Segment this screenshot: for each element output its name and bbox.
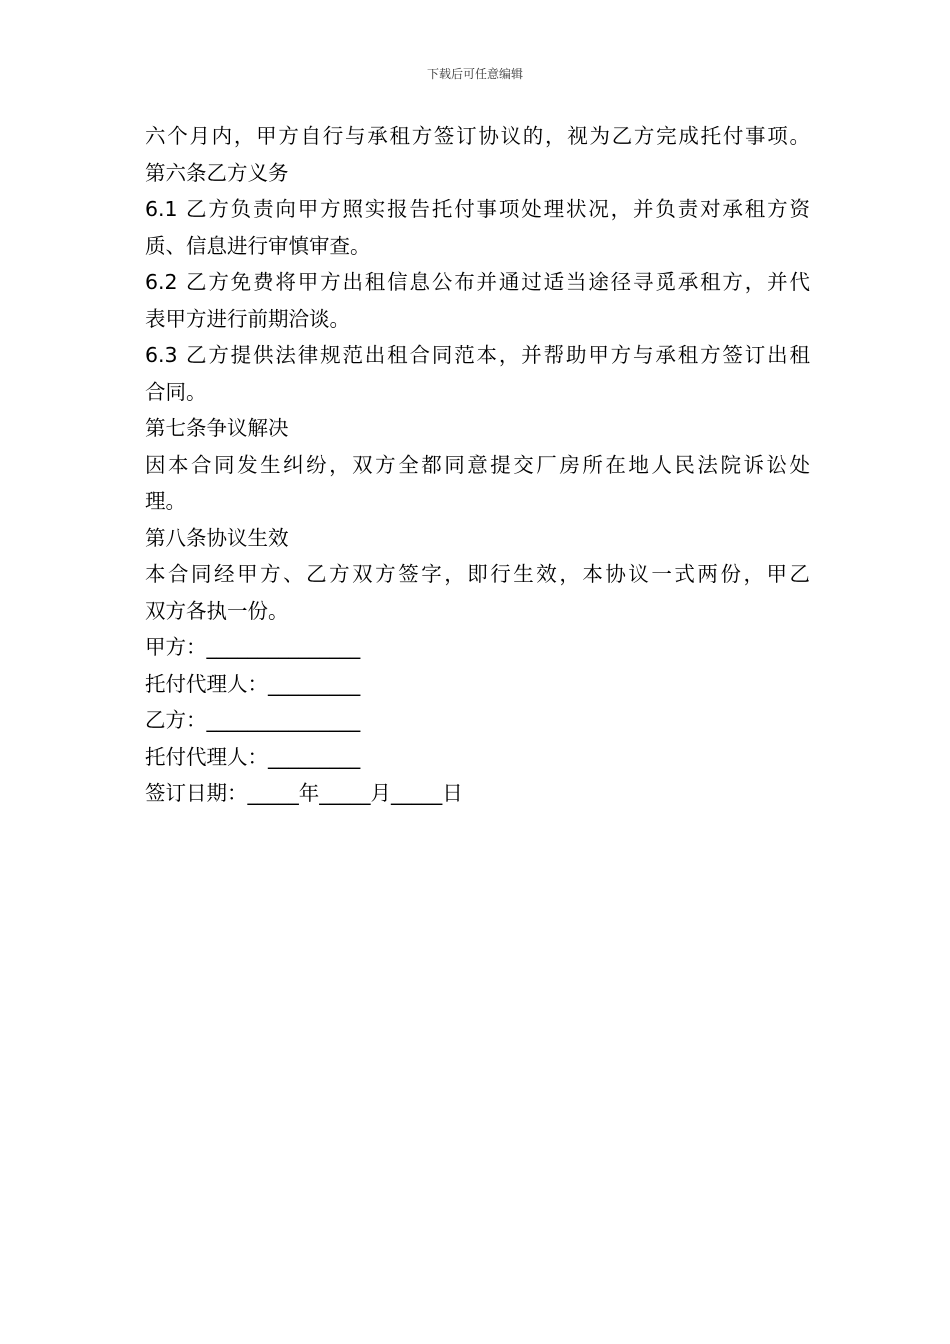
paragraph-line: 六个月内，甲方自行与承租方签订协议的，视为乙方完成托付事项。 [145,124,810,148]
section-heading: 第七条争议解决 [145,416,289,440]
party-b-signature: 乙方：_______________ [145,708,361,732]
sign-date: 签订日期：_____年_____月_____日 [145,781,463,805]
party-a-signature: 甲方：_______________ [145,635,361,659]
party-a-agent-signature: 托付代理人：_________ [145,671,361,696]
paragraph-line: 双方各执一份。 [145,598,289,623]
paragraph-line: 本合同经甲方、乙方双方签字，即行生效，本协议一式两份，甲乙 [145,562,810,586]
paragraph-line: 因本合同发生纠纷，双方全都同意提交厂房所在地人民法院诉讼处 [145,452,810,477]
page-header-note: 下载后可任意编辑 [426,67,523,81]
document-body [145,118,810,812]
paragraph-line: 质、信息进行审慎审查。 [145,233,371,258]
paragraph-line: 6.3 乙方提供法律规范出租合同范本，并帮助甲方与承租方签订出租 [145,343,810,367]
party-b-agent-signature: 托付代理人：_________ [145,744,361,769]
section-heading: 第八条协议生效 [145,525,289,550]
paragraph-line: 表甲方进行前期洽谈。 [145,306,350,331]
paragraph-line: 6.1 乙方负责向甲方照实报告托付事项处理状况，并负责对承租方资 [145,197,810,221]
paragraph-line: 合同。 [145,379,207,404]
paragraph-line: 理。 [145,489,186,513]
section-heading: 第六条乙方义务 [145,160,289,185]
paragraph-line: 6.2 乙方免费将甲方出租信息公布并通过适当途径寻觅承租方，并代 [145,270,810,294]
